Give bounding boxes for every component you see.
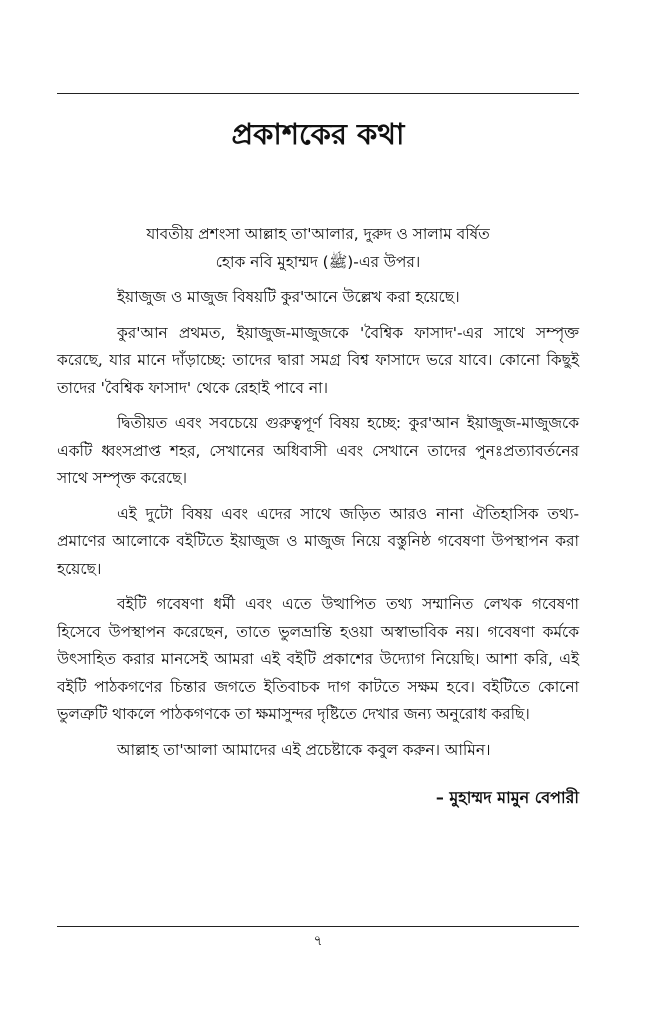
paragraph-2: কুর'আন প্রথমত, ইয়াজুজ-মাজুজকে 'বৈশ্বিক ফাসাদ'-এর সাথে সম্পৃক্ত করেছে, যার মানে দাঁড়াচ্ছে: তাদের দ্বারা সমগ্র বিশ্ব ফাসাদে ভরে যাবে। কোনো কিছুই তাদের 'বৈশ্বিক ফাসাদ' থেকে রেহাই পাবে না। — [57, 323, 579, 397]
paragraph-4: এই দুটো বিষয় এবং এদের সাথে জড়িত আরও নানা ঐতিহাসিক তথ্য-প্রমাণের আলোকে বইটিতে ইয়াজুজ ও মাজুজ নিয়ে বস্তুনিষ্ঠ গবেষণা উপস্থাপন করা হয়েছে। — [57, 504, 579, 578]
bottom-rule — [57, 926, 579, 927]
paragraph-1: ইয়াজুজ ও মাজুজ বিষয়টি কুর'আনে উল্লেখ করা হয়েছে। — [117, 288, 460, 306]
paragraph-6: আল্লাহ তা'আলা আমাদের এই প্রচেষ্টাকে কবুল করুন। আমিন। — [117, 740, 491, 759]
page-title: প্রকাশকের কথা — [231, 117, 405, 151]
top-rule — [57, 93, 579, 94]
paragraph-5: বইটি গবেষণা ধর্মী এবং এতে উত্থাপিত তথ্য সম্মানিত লেখক গবেষণা হিসেবে উপস্থাপন করেছেন, তাতে ভুলভ্রান্তি হওয়া অস্বাভাবিক নয়। গবেষণা কর্মকে উৎসাহিত করার মানসেই আমরা এই বইটি প্রকাশের উদ্যোগ নিয়েছি। আশা করি, এই বইটি পাঠকগণের চিন্তার জগতে ইতিবাচক দাগ কাটতে সক্ষম হবে। বইটিতে কোনো ভুলত্রুটি থাকলে পাঠকগণকে তা ক্ষমাসুন্দর দৃষ্টিতে দেখার জন্য অনুরোধ করছি। — [57, 595, 579, 723]
intro-line-1: যাবতীয় প্রশংসা আল্লাহ তা'আলার, দুরুদ ও সালাম বর্ষিত — [146, 225, 490, 243]
paragraph-3: দ্বিতীয়ত এবং সবচেয়ে গুরুত্বপূর্ণ বিষয় হচ্ছে: কুর'আন ইয়াজুজ-মাজুজকে একটি ধ্বংসপ্রাপ্ত শহর, সেখানের অধিবাসী এবং সেখানে তাদের পুনঃপ্রত্যাবর্তনের সাথে সম্পৃক্ত করেছে। — [57, 414, 579, 487]
intro-line-2: হোক নবি মুহাম্মদ (ﷺ)-এর উপর। — [215, 252, 421, 271]
author-signature: – মুহাম্মদ মামুন বেপারী — [435, 788, 579, 807]
page-number: ৭ — [313, 933, 323, 949]
body-text — [57, 221, 579, 812]
